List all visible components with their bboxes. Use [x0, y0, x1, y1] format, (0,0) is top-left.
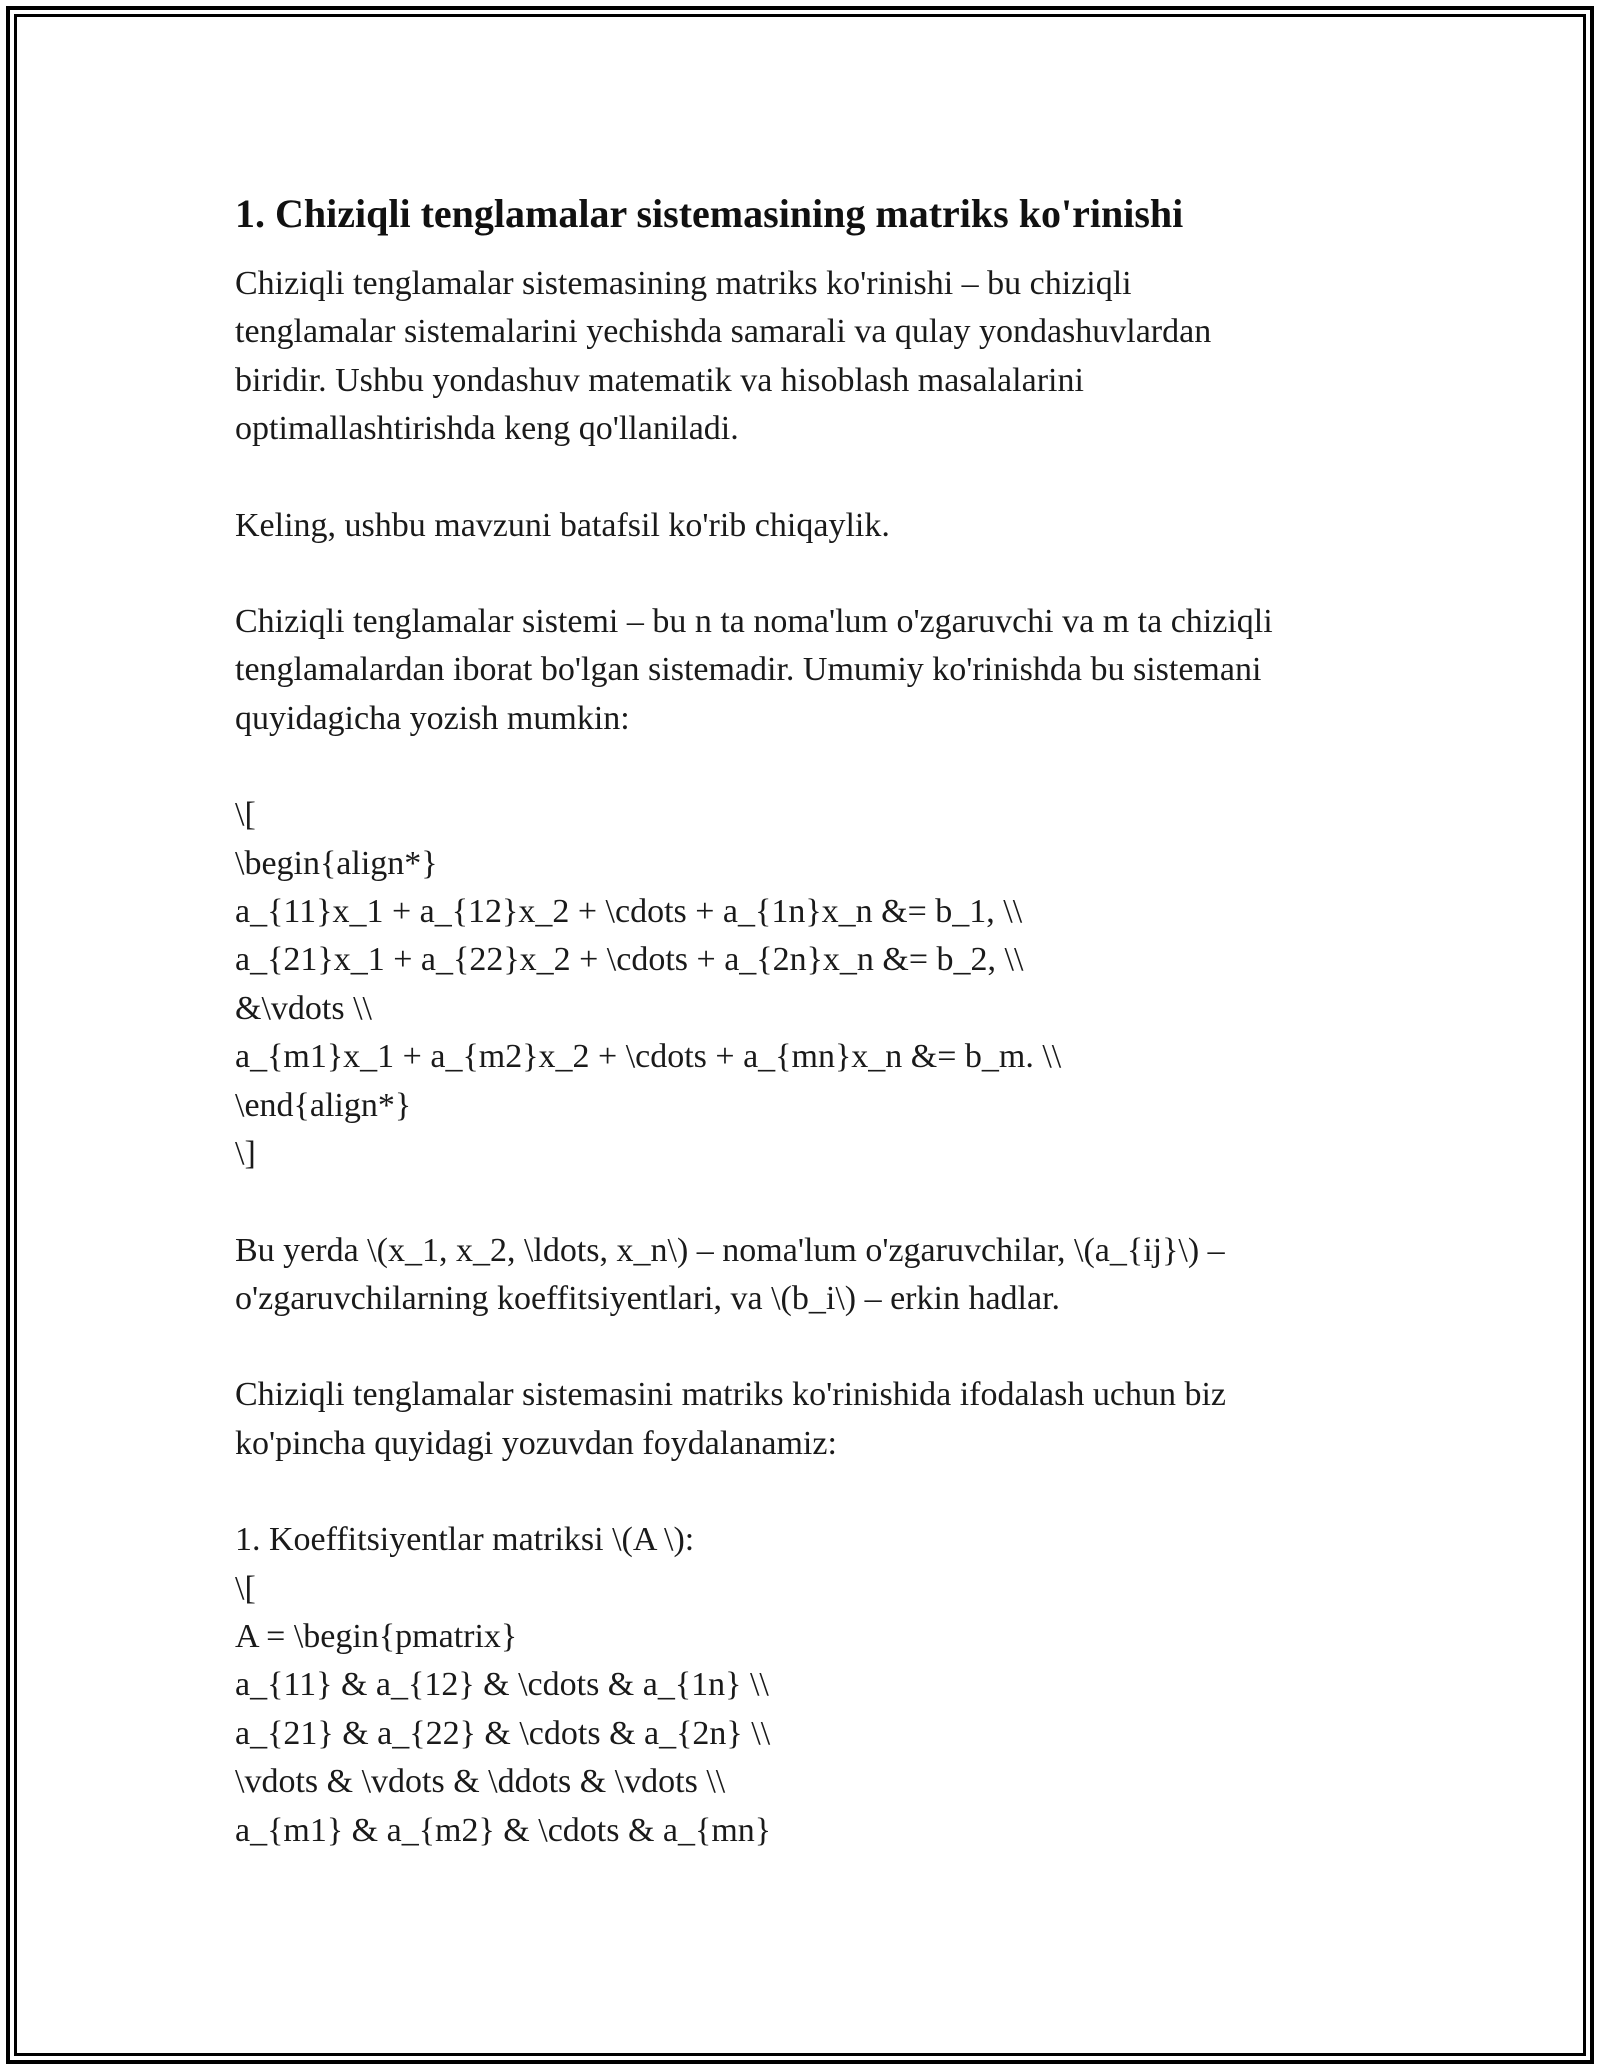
equation-line: &\vdots \\: [235, 989, 372, 1027]
equation-system-block: [235, 791, 1395, 1178]
equation-line: a_{m1}x_1 + a_{m2}x_2 + \cdots + a_{mn}x_n &= b_m. \\: [235, 1038, 1062, 1076]
variables-explanation-paragraph: Bu yerda \(x_1, x_2, \ldots, x_n\) – noma'lum o'zgaruvchilar, \(a_{ij}\) – o'zgaruvchilarning koeffitsiyentlari, va \(b_i\) – erkin hadlar.: [235, 1231, 1225, 1317]
matrix-line: a_{21} & a_{22} & \cdots & a_{2n} \\: [235, 1714, 771, 1752]
lead-paragraph: Keling, ushbu mavzuni batafsil ko'rib chiqaylik.: [235, 506, 890, 544]
equation-line: a_{11}x_1 + a_{12}x_2 + \cdots + a_{1n}x_n &= b_1, \\: [235, 893, 1023, 931]
equation-line: \]: [235, 1135, 256, 1173]
matrix-line: a_{11} & a_{12} & \cdots & a_{1n} \\: [235, 1666, 769, 1704]
equation-line: \[: [235, 796, 256, 834]
coefficient-matrix-block: [235, 1516, 1395, 1855]
matrix-line: 1. Koeffitsiyentlar matriksi \(A \):: [235, 1521, 695, 1559]
system-definition-paragraph: Chiziqli tenglamalar sistemi – bu n ta noma'lum o'zgaruvchi va m ta chiziqli tenglamalardan iborat bo'lgan sistemadir. Umumiy ko'rinishda bu sistemani quyidagicha yozish mumkin:: [235, 603, 1273, 737]
equation-line: \begin{align*}: [235, 844, 438, 882]
equation-line: \end{align*}: [235, 1086, 412, 1124]
document-body: [235, 180, 1395, 1855]
section-heading: 1. Chiziqli tenglamalar sistemasining matriks ko'rinishi: [235, 191, 1184, 236]
intro-paragraph: Chiziqli tenglamalar sistemasining matriks ko'rinishi – bu chiziqli tenglamalar sistemalarini yechishda samarali va qulay yondashuvlardan biridir. Ushbu yondashuv matematik va hisoblash masalalarini optimallashtirishda keng qo'llaniladi.: [235, 265, 1212, 448]
matrix-intro-paragraph: Chiziqli tenglamalar sistemasini matriks ko'rinishida ifodalash uchun biz ko'pincha quyidagi yozuvdan foydalanamiz:: [235, 1376, 1226, 1462]
matrix-line: A = \begin{pmatrix}: [235, 1617, 518, 1655]
matrix-line: \[: [235, 1569, 256, 1607]
matrix-line: \vdots & \vdots & \ddots & \vdots \\: [235, 1763, 726, 1801]
matrix-line: a_{m1} & a_{m2} & \cdots & a_{mn}: [235, 1811, 772, 1849]
equation-line: a_{21}x_1 + a_{22}x_2 + \cdots + a_{2n}x_n &= b_2, \\: [235, 941, 1024, 979]
